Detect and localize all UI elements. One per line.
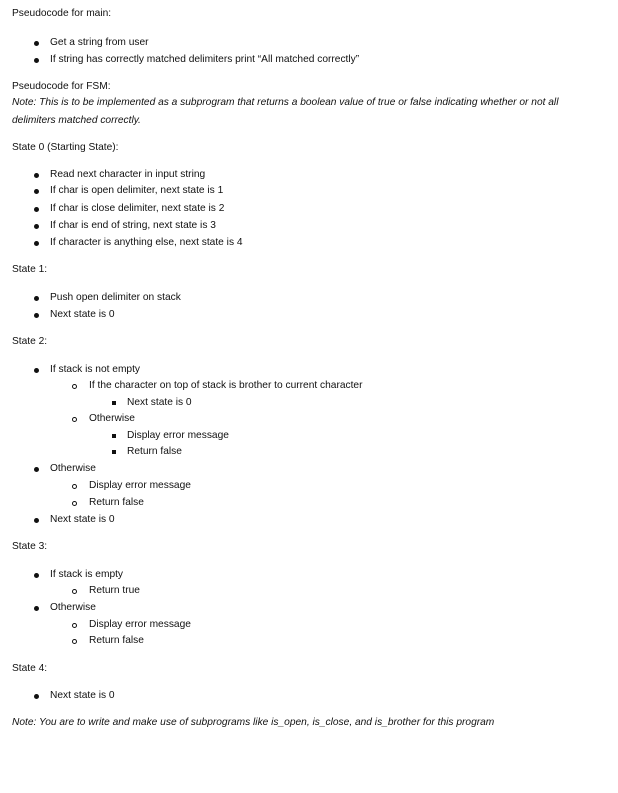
list-item: If char is end of string, next state is 3 xyxy=(50,220,216,232)
list-item: Return false xyxy=(89,497,144,509)
bullet-dot-icon xyxy=(34,41,39,46)
list-item: Next state is 0 xyxy=(50,690,115,702)
state3-heading: State 3: xyxy=(12,541,48,552)
list-item: If character is anything else, next state is 4 xyxy=(50,237,243,249)
bullet-dot-icon xyxy=(34,518,39,523)
list-item: Otherwise xyxy=(50,463,96,475)
fsm-note-line-1: Note: This is to be implemented as a subprogram that returns a boolean value of true or false indicating whether or not all xyxy=(12,97,559,108)
state2-heading: State 2: xyxy=(12,336,48,347)
list-item: If char is open delimiter, next state is 1 xyxy=(50,185,223,197)
list-item: If string has correctly matched delimiters print “All matched correctly” xyxy=(50,54,359,66)
list-item: If the character on top of stack is brother to current character xyxy=(89,380,363,392)
bullet-circle-icon xyxy=(72,589,77,594)
bullet-dot-icon xyxy=(34,173,39,178)
bullet-circle-icon xyxy=(72,484,77,489)
list-item: Read next character in input string xyxy=(50,169,205,181)
list-item: Otherwise xyxy=(89,413,135,425)
list-item: Push open delimiter on stack xyxy=(50,292,181,304)
list-item: If stack is not empty xyxy=(50,364,140,376)
bullet-dot-icon xyxy=(34,58,39,63)
state4-heading: State 4: xyxy=(12,663,48,674)
bullet-circle-icon xyxy=(72,639,77,644)
bullet-circle-icon xyxy=(72,384,77,389)
list-item: Display error message xyxy=(89,480,191,492)
fsm-heading: Pseudocode for FSM: xyxy=(12,81,111,92)
bullet-dot-icon xyxy=(34,368,39,373)
list-item: Display error message xyxy=(89,619,191,631)
bullet-dot-icon xyxy=(34,189,39,194)
bullet-square-icon xyxy=(112,401,116,405)
bullet-circle-icon xyxy=(72,623,77,628)
bullet-circle-icon xyxy=(72,501,77,506)
list-item: Return false xyxy=(127,446,182,458)
bullet-dot-icon xyxy=(34,573,39,578)
list-item: Next state is 0 xyxy=(127,397,192,409)
bullet-dot-icon xyxy=(34,694,39,699)
list-item: Return true xyxy=(89,585,140,597)
main-heading: Pseudocode for main: xyxy=(12,8,112,19)
list-item: Next state is 0 xyxy=(50,514,115,526)
bullet-dot-icon xyxy=(34,606,39,611)
bullet-dot-icon xyxy=(34,467,39,472)
list-item: Return false xyxy=(89,635,144,647)
bullet-square-icon xyxy=(112,450,116,454)
bullet-dot-icon xyxy=(34,241,39,246)
list-item: Next state is 0 xyxy=(50,309,115,321)
bullet-circle-icon xyxy=(72,417,77,422)
list-item: Otherwise xyxy=(50,602,96,614)
bullet-dot-icon xyxy=(34,207,39,212)
bullet-dot-icon xyxy=(34,224,39,229)
bullet-dot-icon xyxy=(34,313,39,318)
list-item: Display error message xyxy=(127,430,229,442)
bullet-dot-icon xyxy=(34,296,39,301)
list-item: Get a string from user xyxy=(50,37,149,49)
footer-note: Note: You are to write and make use of subprograms like is_open, is_close, and is_brother for this program xyxy=(12,717,495,728)
state1-heading: State 1: xyxy=(12,264,48,275)
fsm-note-line-2: delimiters matched correctly. xyxy=(12,115,141,126)
list-item: If stack is empty xyxy=(50,569,123,581)
list-item: If char is close delimiter, next state is 2 xyxy=(50,203,224,215)
state0-heading: State 0 (Starting State): xyxy=(12,142,119,153)
bullet-square-icon xyxy=(112,434,116,438)
